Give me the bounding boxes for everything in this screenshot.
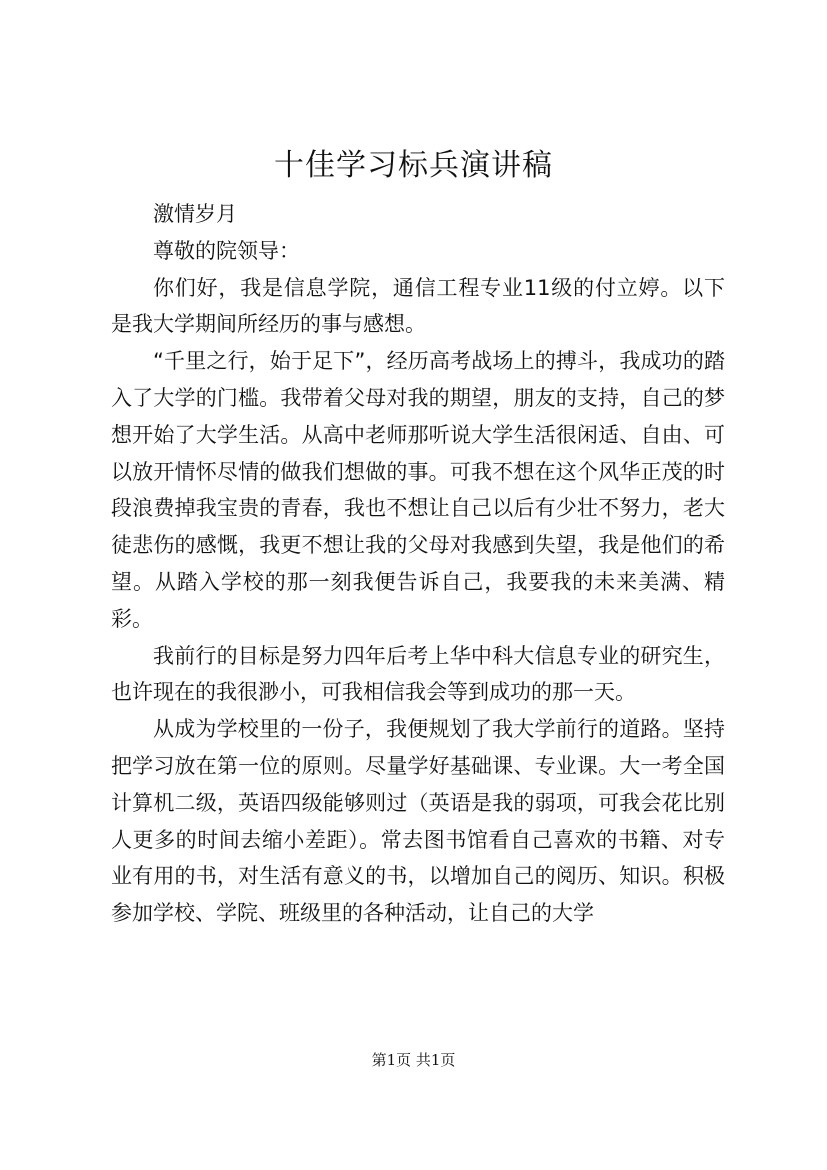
document-title: 十佳学习标兵演讲稿 bbox=[274, 148, 553, 183]
paragraph-plan: 从成为学校里的一份子，我便规划了我大学前行的道路。坚持把学习放在第一位的原则。尽量学好基础课、专业课。大一考全国计算机二级，英语四级能够则过（英语是我的弱项，可我会花比别人更多的时间去缩小差距）。常去图书馆看自己喜欢的书籍、对专业有用的书，对生活有意义的书，以增加自己的阅历、知识。积极参加学校、学院、班级里的各种活动，让自己的大学 bbox=[111, 717, 725, 926]
paragraph-introduction: 你们好，我是信息学院，通信工程专业11级的付立婷。以下是我大学期间所经历的事与感想。 bbox=[111, 275, 725, 337]
paragraph-subtitle: 激情岁月 bbox=[153, 202, 237, 226]
paragraph-goal: 我前行的目标是努力四年后考上华中科大信息专业的研究生，也许现在的我很渺小，可我相信我会等到成功的那一天。 bbox=[111, 643, 725, 705]
paragraph-university-entry: “千里之行，始于足下”，经历高考战场上的搏斗，我成功的踏入了大学的门槛。我带着父母对我的期望，朋友的支持，自己的梦想开始了大学生活。从高中老师那听说大学生活很闲适、自由、可以放开情怀尽情的做我们想做的事。可我不想在这个风华正茂的时段浪费掉我宝贵的青春，我也不想让自己以后有少壮不努力，老大徒悲伤的感慨，我更不想让我的父母对我感到失望，我是他们的希望。从踏入学校的那一刻我便告诉自己，我要我的未来美满、精彩。 bbox=[111, 349, 725, 631]
document-body bbox=[111, 196, 725, 932]
page-footer: 第1页 共1页 bbox=[371, 1051, 456, 1069]
paragraph-salutation: 尊敬的院领导： bbox=[153, 238, 300, 263]
